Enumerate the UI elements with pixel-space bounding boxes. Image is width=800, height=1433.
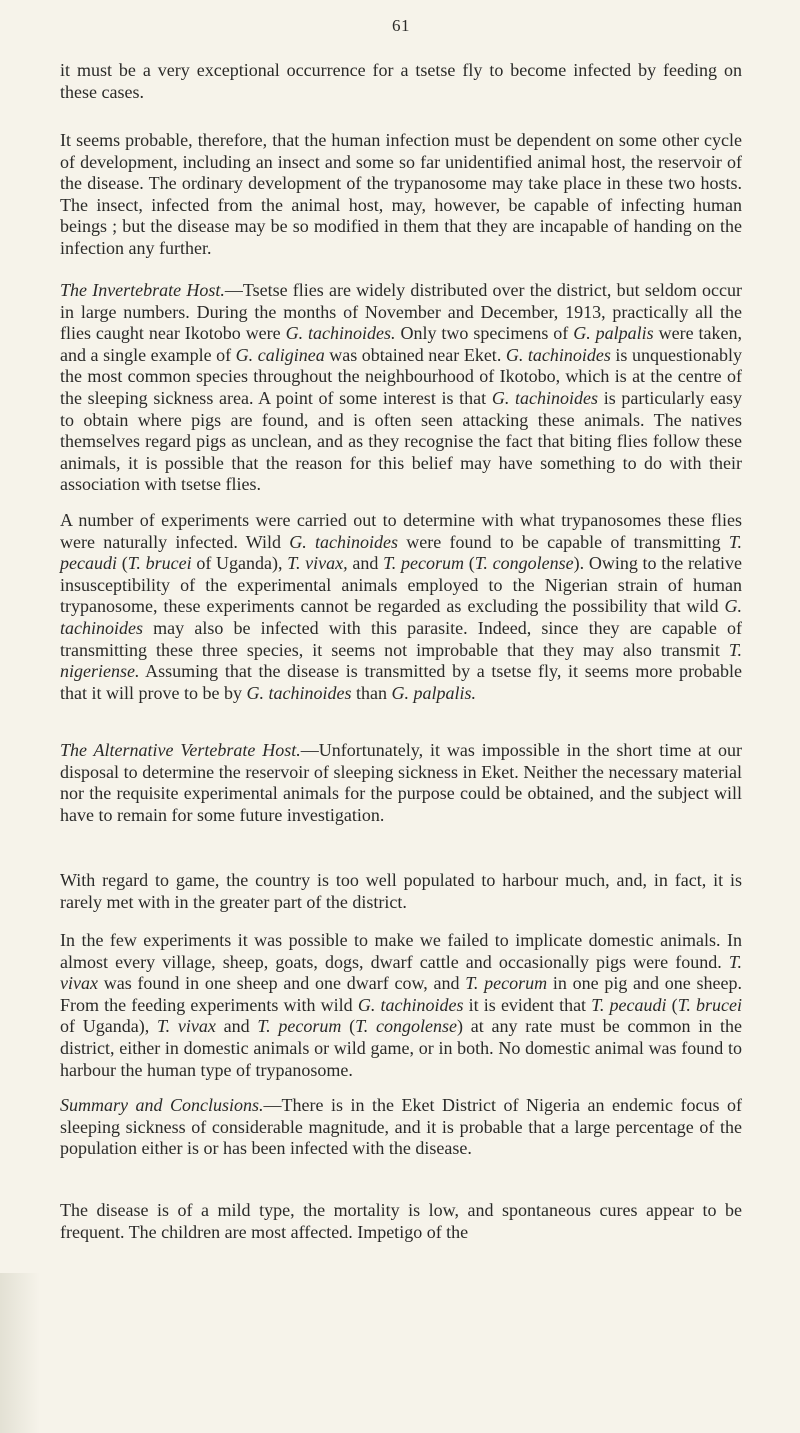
italic-text: T. pecorum: [383, 553, 464, 574]
italic-text: T. congolense: [474, 553, 574, 574]
paragraph-p8: [60, 1095, 742, 1160]
paragraph-p6: [60, 870, 742, 913]
italic-text: G. tachinoides.: [285, 323, 396, 344]
text-run: is unquestionably the most common species throughout the neighbourhood of Ikotobo, which is at the centre of the sleeping sickness area. A point of some interest is that: [60, 344, 742, 408]
text-run: Only two specimens of: [395, 323, 574, 344]
italic-text: T. nigeriense.: [60, 639, 742, 682]
text-run: —Unfortunately, it was impossible in the short time at our disposal to determine the reservoir of sleeping sickness in Eket. Neither the necessary material nor the requisite experimental animals for the purpose could be obtained, and the subject will have to remain for some future investigation.: [60, 740, 742, 825]
text-run: (: [463, 553, 475, 574]
italic-text: T. pecaudi: [591, 994, 667, 1015]
italic-text: G. tachinoides: [505, 344, 611, 365]
italic-text: The Alternative Vertebrate Host.: [60, 740, 301, 760]
text-run: it must be a very exceptional occurrence for a tsetse fly to become infected by feeding on these cases.: [60, 60, 742, 102]
italic-text: G. tachinoides: [491, 387, 599, 408]
text-run: it is evident that: [463, 994, 592, 1015]
italic-text: G. palpalis: [573, 323, 654, 344]
text-run: The disease is of a mild type, the mortality is low, and spontaneous cures appear to be frequent. The children are most affected. Impetigo of the: [60, 1200, 742, 1242]
italic-text: T. pecaudi: [60, 531, 742, 574]
paragraph-p5: [60, 740, 742, 826]
italic-text: G. palpalis.: [391, 682, 476, 703]
italic-text: G. tachinoides: [60, 596, 742, 638]
text-run: (: [116, 553, 128, 574]
text-run: than: [351, 682, 392, 703]
italic-text: The Invertebrate Host.: [60, 280, 225, 300]
text-run: and: [347, 553, 384, 574]
text-run: (: [666, 994, 678, 1015]
italic-text: G. tachinoides: [357, 994, 464, 1015]
text-run: of Uganda),: [60, 1016, 157, 1037]
italic-text: T. vivax: [60, 951, 742, 994]
italic-text: T. pecorum: [465, 973, 548, 994]
text-run: was found in one sheep and one dwarf cow, and: [97, 973, 466, 994]
paragraph-p9: [60, 1200, 742, 1243]
italic-text: T. brucei: [127, 553, 192, 574]
text-run: ). Owing to the relative insusceptibility of the experimental animals employed to the Nigerian strain of human trypanosome, these experiments cannot be regarded as excluding the possibility that wild: [60, 553, 742, 617]
page-number: 61: [392, 16, 410, 35]
scan-shadow: [0, 1273, 40, 1433]
paragraph-p2: [60, 130, 742, 260]
italic-text: G. tachinoides: [246, 682, 352, 703]
text-run: and: [215, 1016, 258, 1037]
text-run: were taken, and a single example of: [60, 323, 742, 365]
text-run: It seems probable, therefore, that the human infection must be dependent on some other cycle of development, including an insect and some so far unidentified animal host, the reservoir of the disease. The ordinary development of the trypanosome may take place in these two hosts. The insect, infected from the animal host, may, however, be capable of infecting human beings ; but the disease may be so modified in them that they are incapable of handing on the infection any further.: [60, 130, 742, 258]
text-run: of Uganda),: [191, 553, 288, 574]
italic-text: Summary and Conclusions.: [60, 1095, 264, 1115]
text-run: —Tsetse flies are widely distributed over the district, but seldom occur in large numbers. During the months of November and December, 1913, practically all the flies caught near Ikotobo were: [60, 280, 743, 344]
paragraph-p3: [60, 280, 742, 496]
paragraph-p1: [60, 60, 742, 103]
paragraph-p4: [60, 510, 742, 704]
text-run: In the few experiments it was possible to make we failed to implicate domestic animals. In almost every village, sheep, goats, dogs, dwarf cattle and occasionally pigs were found.: [60, 930, 742, 972]
italic-text: G. tachinoides: [289, 531, 399, 552]
text-run: were found to be capable of transmitting: [398, 531, 729, 552]
text-run: in one pig and one sheep. From the feeding experiments with wild: [60, 973, 742, 1015]
italic-text: G. caliginea: [235, 344, 325, 365]
text-run: (: [341, 1016, 356, 1037]
italic-text: T. vivax: [156, 1016, 216, 1037]
text-run: is particularly easy to obtain where pigs are found, and is often seen attacking these animals. The natives themselves regard pigs as unclean, and as they recognise the fact that biting flies follow these animals, it is possible that the reason for this belief may have something to do with their association with tsetse flies.: [60, 387, 742, 495]
text-run: Assuming that the disease is transmitted by a tsetse fly, it seems more probable that it will prove to be by: [60, 661, 742, 703]
italic-text: T. brucei: [677, 994, 742, 1015]
text-run: ) at any rate must be common in the district, either in domestic animals or wild game, or in both. No domestic animal was found to harbour the human type of trypanosome.: [60, 1016, 742, 1080]
paragraph-p7: [60, 930, 742, 1081]
text-run: —There is in the Eket District of Nigeria an endemic focus of sleeping sickness of considerable magnitude, and it is probable that a large percentage of the population either is or has been infected with the disease.: [60, 1095, 743, 1159]
text-run: was obtained near Eket.: [324, 344, 506, 365]
italic-text: T. pecorum: [257, 1016, 342, 1037]
text-run: With regard to game, the country is too well populated to harbour much, and, in fact, it is rarely met with in the greater part of the district.: [60, 870, 742, 912]
text-run: A number of experiments were carried out to determine with what trypanosomes these flies were naturally infected. Wild: [60, 510, 742, 552]
italic-text: T. vivax,: [287, 553, 348, 574]
text-run: may also be infected with this parasite. Indeed, since they are capable of transmitting these three species, it seems not improbable that they may also transmit: [60, 617, 742, 660]
italic-text: T. congolense: [355, 1016, 457, 1037]
